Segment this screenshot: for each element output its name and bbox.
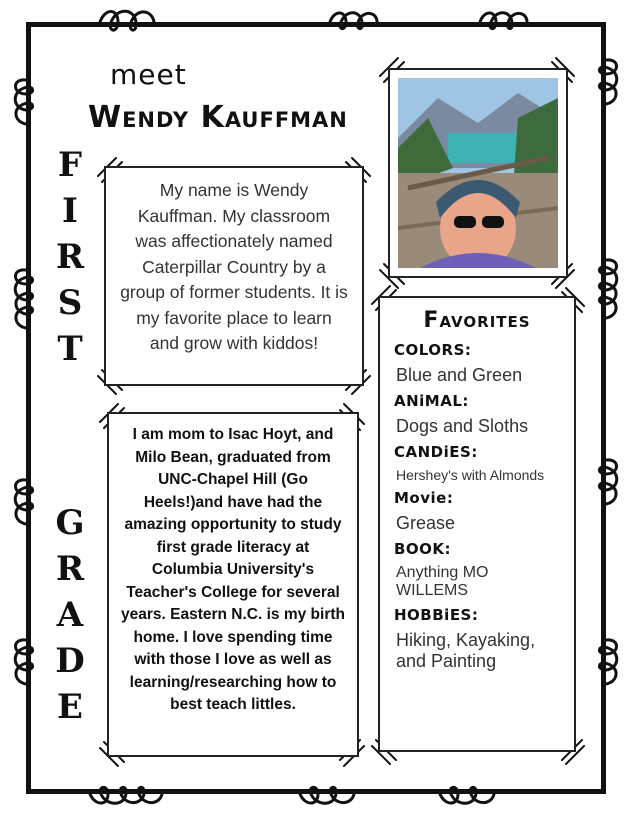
fav-value: Hershey's with Almonds	[396, 467, 545, 483]
letter: G	[55, 503, 85, 543]
bio-box: I am mom to Isac Hoyt, and Milo Bean, graduated from UNC-Chapel Hill (Go Heels!)and have had the amazing opportunity to study first grade literacy at Columbia University's Teacher's College for several years. Eastern N.C. is my birth home. I love spending time with those I love as well as learning/researching how to best teach littles.	[107, 412, 359, 757]
fav-label: ANiMAL:	[394, 392, 469, 410]
fav-label: BOOK:	[394, 540, 452, 558]
favorite-colors	[394, 341, 560, 386]
favorite-book	[394, 540, 560, 600]
favorite-hobbies	[394, 606, 560, 672]
favorites-box	[378, 296, 576, 752]
vertical-grade	[50, 500, 90, 730]
letter: F	[57, 145, 83, 185]
vertical-first	[50, 142, 90, 372]
fav-value: Anything MO WILLEMS	[396, 564, 489, 599]
letter: R	[55, 237, 85, 277]
favorite-movie	[394, 489, 560, 534]
favorites-title: Favorites	[423, 308, 531, 333]
fav-label: HOBBiES:	[394, 606, 479, 624]
letter: E	[57, 687, 83, 727]
fav-label: Movie:	[394, 489, 454, 507]
fav-label: CANDiES:	[394, 443, 478, 461]
letter: D	[55, 641, 85, 681]
letter: R	[55, 549, 85, 589]
intro-box: My name is Wendy Kauffman. My classroom was affectionately named Caterpillar Country by a group of former students. It is my favorite place to learn and grow with kiddos!	[104, 166, 364, 386]
meet-label: meet	[110, 58, 187, 91]
letter: T	[57, 329, 83, 369]
letter: S	[57, 283, 83, 323]
letter: A	[56, 595, 84, 635]
fav-value: Grease	[396, 513, 456, 533]
teacher-name: Wendy Kauffman	[88, 100, 348, 135]
photo-frame	[388, 68, 568, 278]
fav-value: Blue and Green	[396, 365, 523, 385]
selfie-photo-icon	[398, 78, 558, 268]
favorite-animal	[394, 392, 560, 437]
letter: I	[62, 191, 78, 231]
fav-value: Dogs and Sloths	[396, 416, 529, 436]
fav-value: Hiking, Kayaking, and Painting	[396, 630, 536, 671]
fav-label: COLORS:	[394, 341, 472, 359]
favorite-candies	[394, 443, 560, 483]
